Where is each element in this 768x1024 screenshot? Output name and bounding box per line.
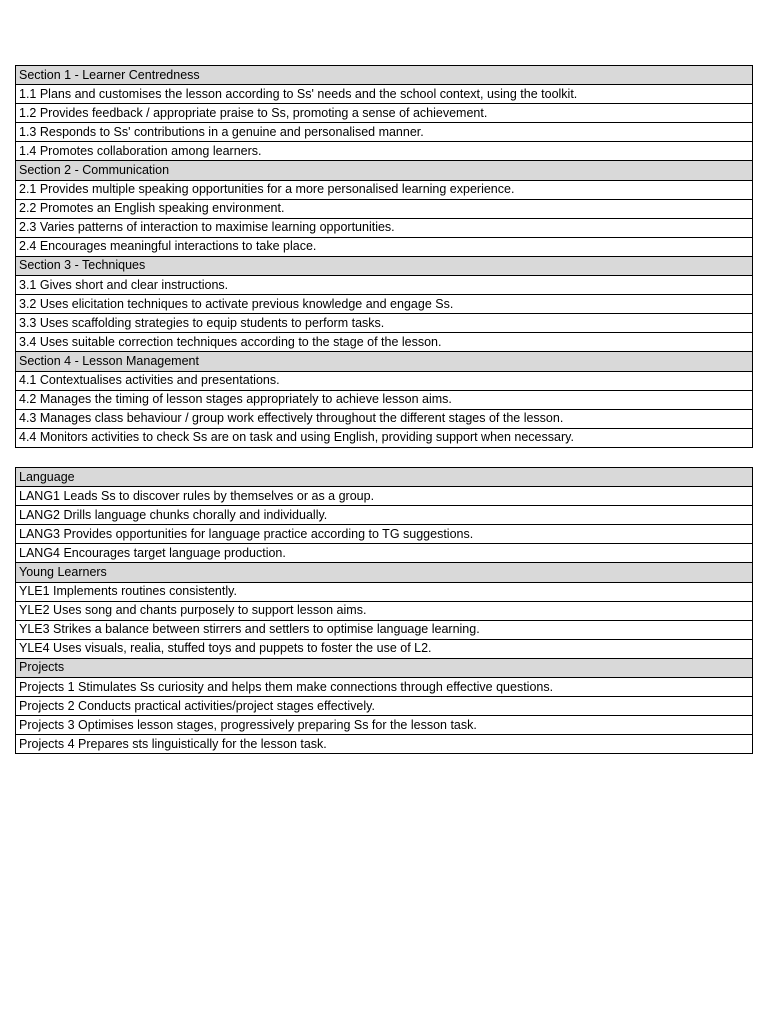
criteria-row: [16, 409, 753, 428]
criteria-row: [16, 180, 753, 199]
criteria-cell: 1.1 Plans and customises the lesson according to Ss' needs and the school context, using the toolkit.: [16, 85, 753, 104]
section-header-cell: Section 3 - Techniques: [16, 256, 753, 275]
criteria-table-sections: [15, 65, 753, 448]
criteria-table-body: [16, 66, 753, 448]
criteria-cell: 3.3 Uses scaffolding strategies to equip students to perform tasks.: [16, 314, 753, 333]
criteria-cell: YLE4 Uses visuals, realia, stuffed toys and puppets to foster the use of L2.: [16, 639, 753, 658]
section-header-cell: Section 4 - Lesson Management: [16, 352, 753, 371]
criteria-cell: 1.2 Provides feedback / appropriate praise to Ss, promoting a sense of achievement.: [16, 104, 753, 123]
criteria-cell: YLE3 Strikes a balance between stirrers and settlers to optimise language learning.: [16, 620, 753, 639]
criteria-cell: 2.4 Encourages meaningful interactions to take place.: [16, 237, 753, 256]
criteria-row: [16, 525, 753, 544]
section-header-row: [16, 658, 753, 677]
criteria-cell: YLE1 Implements routines consistently.: [16, 582, 753, 601]
criteria-row: [16, 333, 753, 352]
section-header-cell: Young Learners: [16, 563, 753, 582]
criteria-row: [16, 314, 753, 333]
criteria-table-specialisms: [15, 467, 753, 754]
criteria-row: [16, 276, 753, 295]
criteria-cell: 4.4 Monitors activities to check Ss are on task and using English, providing support when necessary.: [16, 428, 753, 447]
criteria-cell: Projects 3 Optimises lesson stages, progressively preparing Ss for the lesson task.: [16, 716, 753, 735]
criteria-cell: 4.1 Contextualises activities and presentations.: [16, 371, 753, 390]
criteria-cell: 4.3 Manages class behaviour / group work effectively throughout the different stages of the lesson.: [16, 409, 753, 428]
criteria-cell: 4.2 Manages the timing of lesson stages appropriately to achieve lesson aims.: [16, 390, 753, 409]
criteria-row: [16, 104, 753, 123]
criteria-row: [16, 639, 753, 658]
criteria-row: [16, 544, 753, 563]
criteria-row: [16, 735, 753, 754]
section-header-row: [16, 66, 753, 85]
criteria-cell: 1.4 Promotes collaboration among learners.: [16, 142, 753, 161]
criteria-row: [16, 218, 753, 237]
criteria-cell: 2.2 Promotes an English speaking environment.: [16, 199, 753, 218]
criteria-cell: LANG2 Drills language chunks chorally and individually.: [16, 506, 753, 525]
section-header-row: [16, 563, 753, 582]
section-header-row: [16, 256, 753, 275]
section-header-row: [16, 161, 753, 180]
criteria-cell: 2.3 Varies patterns of interaction to maximise learning opportunities.: [16, 218, 753, 237]
section-header-row: [16, 352, 753, 371]
section-header-cell: Section 1 - Learner Centredness: [16, 66, 753, 85]
criteria-cell: Projects 4 Prepares sts linguistically for the lesson task.: [16, 735, 753, 754]
section-header-cell: Projects: [16, 658, 753, 677]
criteria-row: [16, 697, 753, 716]
section-header-cell: Section 2 - Communication: [16, 161, 753, 180]
criteria-row: [16, 295, 753, 314]
criteria-cell: 3.2 Uses elicitation techniques to activate previous knowledge and engage Ss.: [16, 295, 753, 314]
criteria-cell: LANG4 Encourages target language production.: [16, 544, 753, 563]
criteria-cell: LANG1 Leads Ss to discover rules by themselves or as a group.: [16, 487, 753, 506]
criteria-cell: 1.3 Responds to Ss' contributions in a genuine and personalised manner.: [16, 123, 753, 142]
criteria-row: [16, 390, 753, 409]
criteria-row: [16, 620, 753, 639]
criteria-row: [16, 199, 753, 218]
criteria-cell: LANG3 Provides opportunities for language practice according to TG suggestions.: [16, 525, 753, 544]
criteria-row: [16, 678, 753, 697]
criteria-row: [16, 582, 753, 601]
criteria-cell: 3.4 Uses suitable correction techniques according to the stage of the lesson.: [16, 333, 753, 352]
criteria-cell: Projects 2 Conducts practical activities/project stages effectively.: [16, 697, 753, 716]
criteria-row: [16, 85, 753, 104]
criteria-cell: Projects 1 Stimulates Ss curiosity and helps them make connections through effective questions.: [16, 678, 753, 697]
criteria-table-body: [16, 468, 753, 754]
criteria-row: [16, 487, 753, 506]
criteria-row: [16, 123, 753, 142]
criteria-cell: YLE2 Uses song and chants purposely to support lesson aims.: [16, 601, 753, 620]
criteria-row: [16, 716, 753, 735]
criteria-row: [16, 237, 753, 256]
criteria-row: [16, 142, 753, 161]
section-header-row: [16, 468, 753, 487]
criteria-row: [16, 506, 753, 525]
section-header-cell: Language: [16, 468, 753, 487]
criteria-cell: 2.1 Provides multiple speaking opportunities for a more personalised learning experience.: [16, 180, 753, 199]
criteria-cell: 3.1 Gives short and clear instructions.: [16, 276, 753, 295]
criteria-row: [16, 371, 753, 390]
criteria-row: [16, 428, 753, 447]
criteria-row: [16, 601, 753, 620]
